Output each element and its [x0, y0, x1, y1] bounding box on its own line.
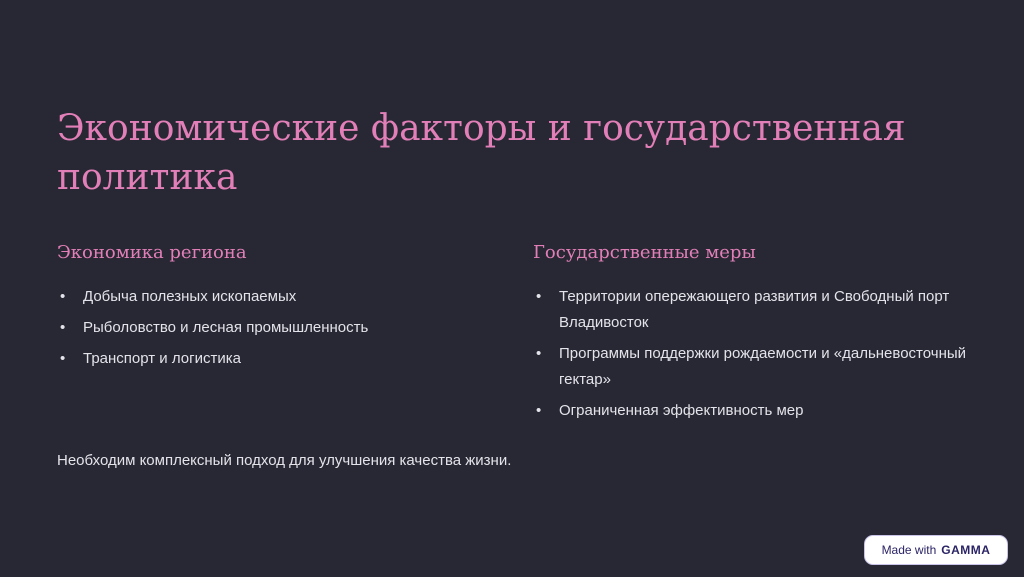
bullet-icon: •	[60, 350, 66, 367]
list-item	[533, 398, 973, 424]
list-item-text: Транспорт и логистика	[83, 350, 241, 367]
bullet-icon: •	[60, 288, 66, 305]
government-heading: Государственные меры	[533, 242, 756, 263]
conclusion-text: Необходим комплексный подход для улучшения качества жизни.	[57, 452, 512, 469]
gamma-logo: GAMMA	[941, 543, 991, 557]
economy-column	[57, 240, 487, 377]
bullet-icon: •	[536, 402, 542, 419]
list-item	[533, 341, 973, 393]
badge-prefix: Made with	[881, 543, 937, 557]
list-item	[533, 284, 973, 336]
list-item	[57, 284, 487, 310]
slide-title: Экономические факторы и государственная политика	[57, 108, 906, 198]
economy-heading: Экономика региона	[57, 242, 247, 263]
list-item-text: Рыболовство и лесная промышленность	[83, 319, 369, 336]
bullet-icon: •	[536, 288, 542, 305]
made-with-gamma-badge[interactable]	[864, 535, 1008, 565]
government-list	[533, 284, 973, 424]
bullet-icon: •	[536, 345, 542, 362]
list-item-text: Добыча полезных ископаемых	[83, 288, 297, 305]
list-item-text: Программы поддержки рождаемости и «дальневосточный гектар»	[559, 345, 967, 388]
list-item-text: Ограниченная эффективность мер	[559, 402, 804, 419]
economy-list	[57, 284, 487, 372]
government-column	[533, 240, 973, 429]
list-item-text: Территории опережающего развития и Свободный порт Владивосток	[559, 288, 950, 331]
list-item	[57, 315, 487, 341]
bullet-icon: •	[60, 319, 66, 336]
list-item	[57, 346, 487, 372]
